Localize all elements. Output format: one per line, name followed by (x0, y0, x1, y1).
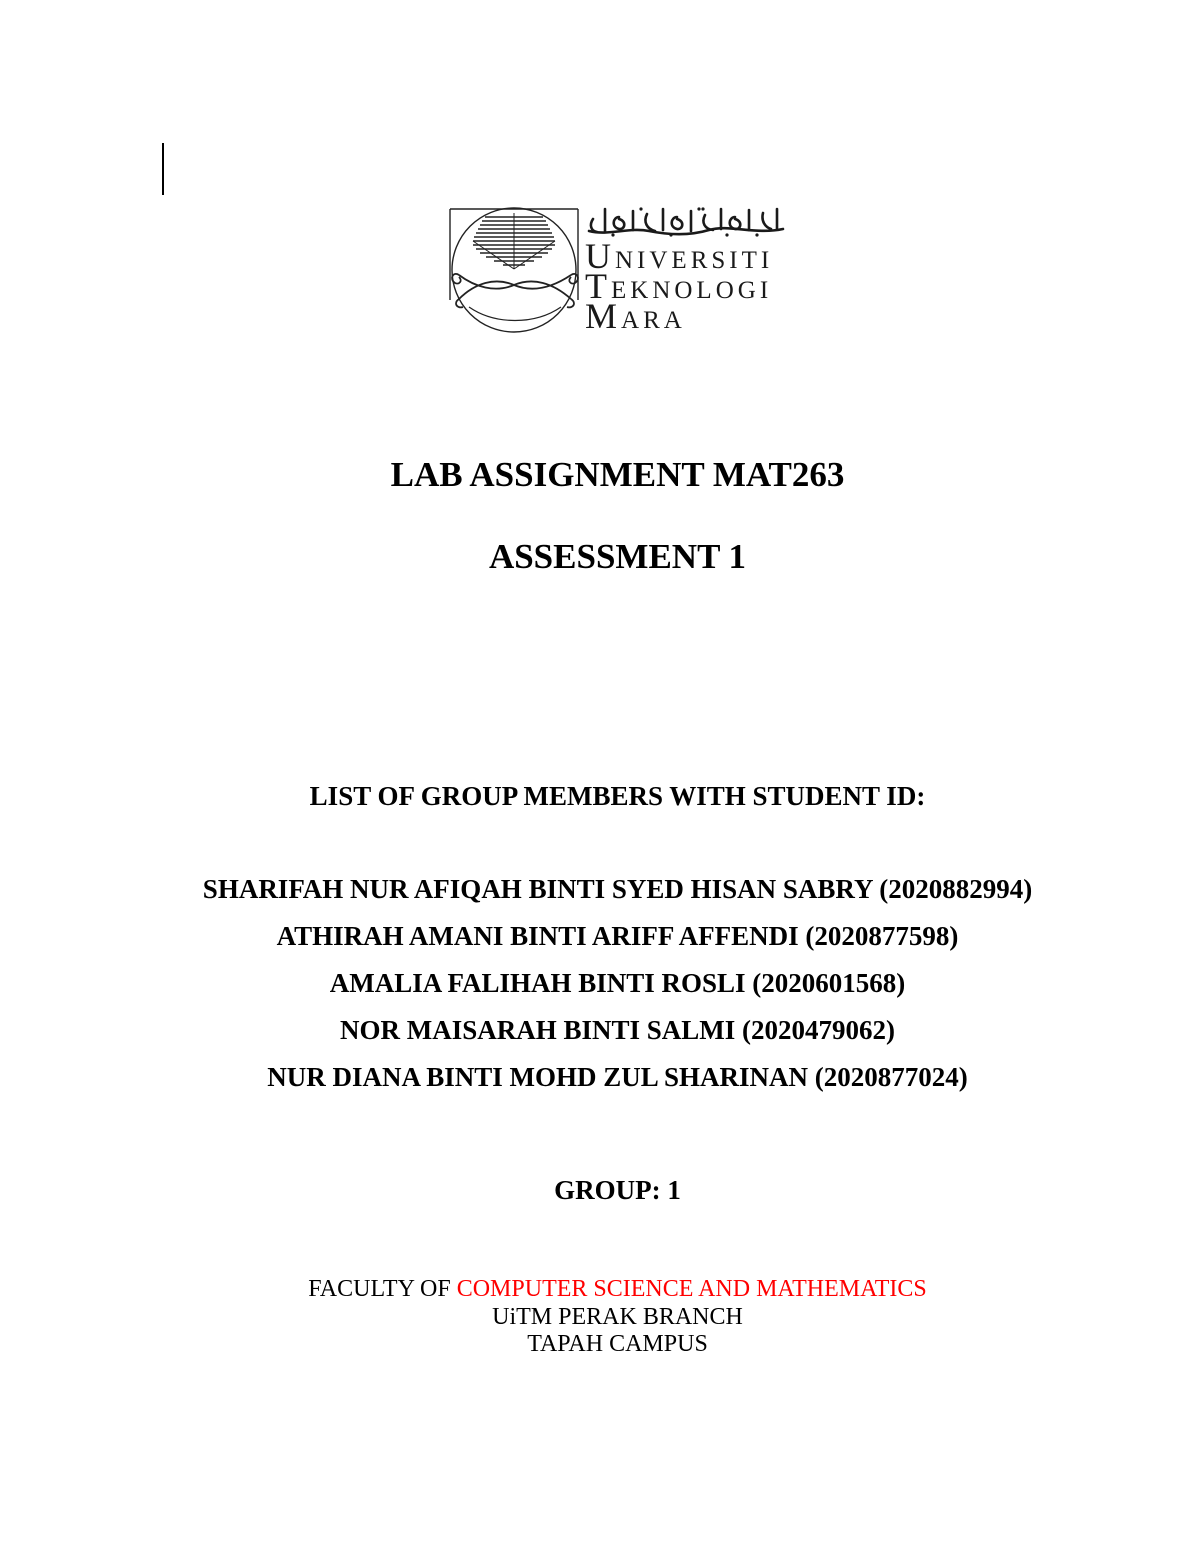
logo-word-teknologi: TEKNOLOGI (585, 266, 773, 306)
faculty-prefix: FACULTY OF (308, 1276, 451, 1302)
institution-footer (155, 1276, 1080, 1359)
logo-jawi-script (585, 205, 787, 239)
book-stack (473, 213, 555, 269)
branch-line: UiTM PERAK BRANCH (492, 1303, 743, 1330)
logo-word-mara: MARA (585, 296, 686, 336)
logo-emblem (445, 203, 585, 338)
campus-line: TAPAH CAMPUS (527, 1331, 708, 1357)
group-number (155, 1174, 1080, 1206)
assessment-subtitle: ASSESSMENT 1 (488, 537, 747, 576)
group-value: 1 (667, 1175, 681, 1205)
faculty-name: COMPUTER SCIENCE AND MATHEMATICS (456, 1276, 927, 1302)
member-item: AMALIA FALIHAH BINTI ROSLI (2020601568) (329, 968, 906, 998)
member-item: SHARIFAH NUR AFIQAH BINTI SYED HISAN SABRY (2020882994) (202, 874, 1033, 904)
member-item: NOR MAISARAH BINTI SALMI (2020479062) (339, 1015, 896, 1045)
faculty-line (155, 1276, 1080, 1304)
logo-word-universiti: UNIVERSITI (585, 236, 774, 276)
university-logo (445, 203, 790, 338)
members-heading: LIST OF GROUP MEMBERS WITH STUDENT ID: (309, 781, 926, 811)
assignment-title: LAB ASSIGNMENT MAT263 (390, 455, 845, 494)
text-cursor-line (162, 143, 164, 195)
member-list (155, 866, 1080, 1101)
group-label: GROUP: (554, 1175, 661, 1205)
member-item: NUR DIANA BINTI MOHD ZUL SHARINAN (2020877024) (267, 1062, 968, 1092)
member-item: ATHIRAH AMANI BINTI ARIFF AFFENDI (2020877598) (276, 921, 959, 951)
